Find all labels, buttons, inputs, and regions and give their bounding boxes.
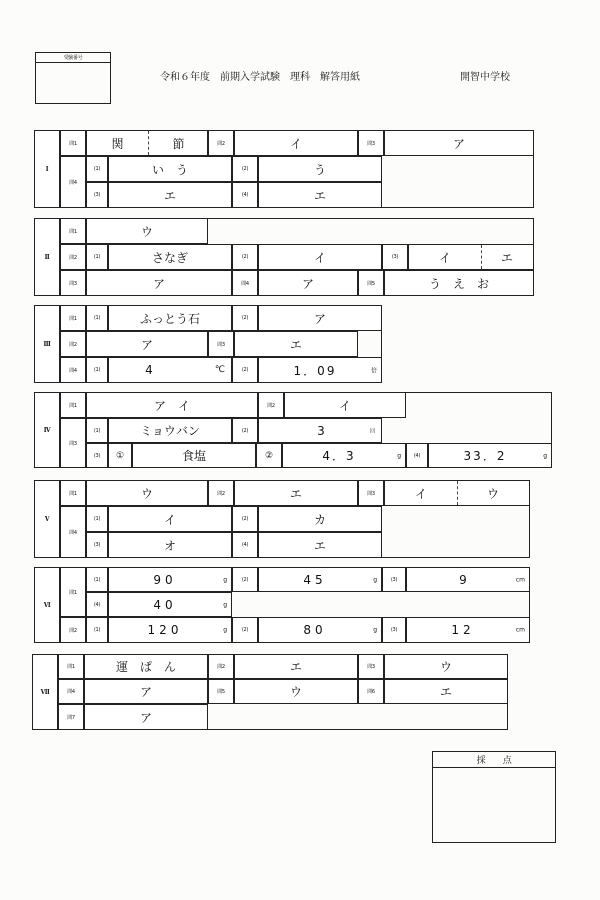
s2-q2-1-answer[interactable]: さなぎ — [108, 244, 232, 270]
s6-q1-label: 問1 — [60, 567, 86, 617]
s4-q3-3-answer-1[interactable]: 食塩 — [132, 443, 256, 468]
s2-q3-answer[interactable]: ア — [86, 270, 232, 296]
s3-q1-2-answer[interactable]: ア — [258, 305, 382, 331]
s1-q4-1-label: (1) — [86, 156, 108, 182]
s7-q4-answer[interactable]: ア — [84, 679, 208, 704]
s6-q2-1-unit: g — [223, 626, 227, 634]
s2-q2-3-choice-a: イ — [438, 250, 451, 265]
s6-q1-4-value: 40 — [153, 597, 177, 612]
s5-q4-label: 問4 — [60, 506, 86, 558]
s5-q3-choice-a: イ — [414, 486, 427, 501]
s7-q6-label: 問6 — [358, 679, 384, 704]
s3-q1-1-label: (1) — [86, 305, 108, 331]
s7-q1-label: 問1 — [58, 654, 84, 679]
s6-q1-2-unit: g — [373, 576, 377, 583]
s2-q2-2-answer[interactable]: イ — [258, 244, 382, 270]
section-5-label: Ⅴ — [34, 480, 60, 558]
s3-q4-1-label: (1) — [86, 357, 108, 383]
s7-q3-label: 問3 — [358, 654, 384, 679]
s1-q4-2-label: (2) — [232, 156, 258, 182]
score-label: 採 点 — [433, 752, 555, 768]
s5-q4-4-answer[interactable]: エ — [258, 532, 382, 558]
s6-q2-3-unit: cm — [515, 626, 525, 634]
s1-q4-3-answer[interactable]: エ — [108, 182, 232, 208]
s2-q3-label: 問3 — [60, 270, 86, 296]
s5-q1-answer[interactable]: ウ — [86, 480, 208, 506]
s3-q4-label: 問4 — [60, 357, 86, 383]
s4-q2-answer[interactable]: イ — [284, 392, 406, 418]
s4-q1-answer[interactable]: ア イ — [86, 392, 258, 418]
section-4-label: Ⅳ — [34, 392, 60, 468]
s5-q2-answer[interactable]: エ — [234, 480, 358, 506]
s4-q3-3-label: (3) — [86, 443, 108, 468]
s1-q1-answer[interactable] — [86, 130, 208, 156]
s2-q4-answer[interactable]: ア — [258, 270, 358, 296]
s4-q3-3-circle-1: ① — [108, 443, 132, 468]
s7-q5-answer[interactable]: ウ — [234, 679, 358, 704]
s2-q2-3-choice-b: エ — [500, 250, 513, 265]
s6-q1-4-label: (4) — [86, 592, 108, 617]
s6-q1-1-unit: g — [223, 576, 227, 583]
s4-q3-3-unit-2: g — [397, 452, 401, 459]
s1-q1-char2: 節 — [172, 136, 185, 151]
s1-q4-4-label: (4) — [232, 182, 258, 208]
s6-q1-4-unit: g — [223, 601, 227, 608]
s4-q3-1-answer[interactable]: ミョウバン — [108, 418, 232, 443]
s3-q4-2-value: 1．09 — [293, 363, 337, 378]
section-6-label: Ⅵ — [34, 567, 60, 643]
s2-q4-label: 問4 — [232, 270, 258, 296]
s7-q7-answer[interactable]: ア — [84, 704, 208, 730]
s7-q2-label: 問2 — [208, 654, 234, 679]
s6-q1-3-unit: cm — [515, 576, 525, 583]
s6-q1-2-label: (2) — [232, 567, 258, 592]
s3-q1-1-answer[interactable]: ふっとう石 — [108, 305, 232, 331]
s4-q3-label: 問3 — [60, 418, 86, 468]
s5-q1-label: 問1 — [60, 480, 86, 506]
s7-q6-answer[interactable]: エ — [384, 679, 508, 704]
s7-q5-label: 問5 — [208, 679, 234, 704]
s6-q2-2-label: (2) — [232, 617, 258, 643]
s3-q4-2-answer[interactable] — [258, 357, 382, 383]
s5-q4-4-label: (4) — [232, 532, 258, 558]
s1-q3-label: 問3 — [358, 130, 384, 156]
s3-q3-answer[interactable]: エ — [234, 331, 358, 357]
s6-q1-2-value: 45 — [303, 572, 327, 587]
s6-q1-3-value: 9 — [459, 572, 467, 587]
s3-q4-1-value: 4 — [145, 363, 153, 377]
page-title: 令和６年度 前期入学試験 理科 解答用紙 — [160, 72, 360, 83]
score-box — [432, 751, 556, 843]
s5-q3-choice-b: ウ — [486, 486, 499, 501]
s1-q1-label: 問1 — [60, 130, 86, 156]
s5-q2-label: 問2 — [208, 480, 234, 506]
s6-q1-1-answer[interactable] — [108, 567, 232, 592]
s4-q3-4-value: 33．2 — [463, 449, 507, 463]
s3-q4-1-unit: ℃ — [214, 365, 225, 375]
s6-q2-3-answer[interactable] — [406, 617, 530, 643]
s4-q3-3-circle-2: ② — [256, 443, 282, 468]
s5-q3-answer[interactable] — [384, 480, 530, 506]
s6-q1-1-label: (1) — [86, 567, 108, 592]
s2-q1-answer[interactable]: ウ — [86, 218, 208, 244]
s6-q2-1-label: (1) — [86, 617, 108, 643]
s4-q3-2-unit: 回 — [369, 428, 375, 434]
s7-q1-answer[interactable]: 運 ぱ ん — [84, 654, 208, 679]
s6-q2-3-value: 12 — [451, 623, 475, 637]
section-1-label: Ⅰ — [34, 130, 60, 208]
exam-number-label: 受験番号 — [36, 53, 110, 63]
s3-q1-label: 問1 — [60, 305, 86, 331]
s7-q3-answer[interactable]: ウ — [384, 654, 508, 679]
s4-q3-2-label: (2) — [232, 418, 258, 443]
s1-q3-answer[interactable]: ア — [384, 130, 534, 156]
section-7-label: Ⅶ — [32, 654, 58, 730]
s7-q2-answer[interactable]: エ — [234, 654, 358, 679]
s2-q5-answer[interactable]: う え お — [384, 270, 534, 296]
s4-q2-label: 問2 — [258, 392, 284, 418]
s3-q2-answer[interactable]: ア — [86, 331, 208, 357]
s7-q4-label: 問4 — [58, 679, 84, 704]
s2-q2-3-label: (3) — [382, 244, 408, 270]
s4-q3-3-value-2: 4．3 — [322, 449, 356, 463]
section-3-label: Ⅲ — [34, 305, 60, 383]
s4-q3-4-label: (4) — [406, 443, 428, 468]
s5-q4-1-label: (1) — [86, 506, 108, 532]
s3-q4-1-answer[interactable] — [108, 357, 232, 383]
s5-q3-label: 問3 — [358, 480, 384, 506]
s4-q3-1-label: (1) — [86, 418, 108, 443]
s5-q4-1-answer[interactable]: イ — [108, 506, 232, 532]
s1-q2-answer[interactable]: イ — [234, 130, 358, 156]
s6-q2-2-value: 80 — [303, 623, 327, 637]
s2-q2-3-answer[interactable] — [408, 244, 534, 270]
s1-q4-1-answer[interactable]: い う — [108, 156, 232, 182]
s4-q3-3-answer-2[interactable] — [282, 443, 406, 468]
s2-q2-2-label: (2) — [232, 244, 258, 270]
s6-q1-1-value: 90 — [153, 572, 177, 587]
s3-q1-2-label: (2) — [232, 305, 258, 331]
s4-q3-4-answer[interactable] — [428, 443, 552, 468]
s6-q2-3-label: (3) — [382, 617, 406, 643]
s2-q1-label: 問1 — [60, 218, 86, 244]
s3-q4-2-label: (2) — [232, 357, 258, 383]
s5-q4-2-label: (2) — [232, 506, 258, 532]
s2-q2-1-label: (1) — [86, 244, 108, 270]
s6-q1-4-answer[interactable] — [108, 592, 232, 617]
s4-q3-2-answer[interactable] — [258, 418, 382, 443]
s6-q2-2-answer[interactable] — [258, 617, 382, 643]
s7-q7-label: 問7 — [58, 704, 84, 730]
s6-q2-1-value: 120 — [147, 623, 183, 637]
s4-q1-label: 問1 — [60, 392, 86, 418]
s1-q4-3-label: (3) — [86, 182, 108, 208]
s2-q2-label: 問2 — [60, 244, 86, 270]
school-name: 開智中学校 — [460, 72, 510, 83]
s6-q1-3-label: (3) — [382, 567, 406, 592]
s6-q2-1-answer[interactable] — [108, 617, 232, 643]
s2-q5-label: 問5 — [358, 270, 384, 296]
s3-q2-label: 問2 — [60, 331, 86, 357]
s1-q4-2-answer[interactable]: う — [258, 156, 382, 182]
section-2-label: Ⅱ — [34, 218, 60, 296]
s1-q2-label: 問2 — [208, 130, 234, 156]
s5-q4-3-label: (3) — [86, 532, 108, 558]
s4-q3-4-unit: g — [543, 452, 547, 459]
s1-q1-char1: 関 — [111, 136, 124, 151]
s3-q3-label: 問3 — [208, 331, 234, 357]
s1-q4-label: 問4 — [60, 156, 86, 208]
s6-q2-2-unit: g — [373, 626, 377, 634]
s5-q4-2-answer[interactable]: カ — [258, 506, 382, 532]
s1-q4-4-answer[interactable]: エ — [258, 182, 382, 208]
s3-q4-2-unit: 倍 — [370, 367, 377, 375]
s4-q3-2-value: 3 — [317, 423, 325, 438]
exam-number-box — [35, 52, 111, 104]
s6-q1-3-answer[interactable] — [406, 567, 530, 592]
s6-q2-label: 問2 — [60, 617, 86, 643]
s6-q1-2-answer[interactable] — [258, 567, 382, 592]
s5-q4-3-answer[interactable]: オ — [108, 532, 232, 558]
